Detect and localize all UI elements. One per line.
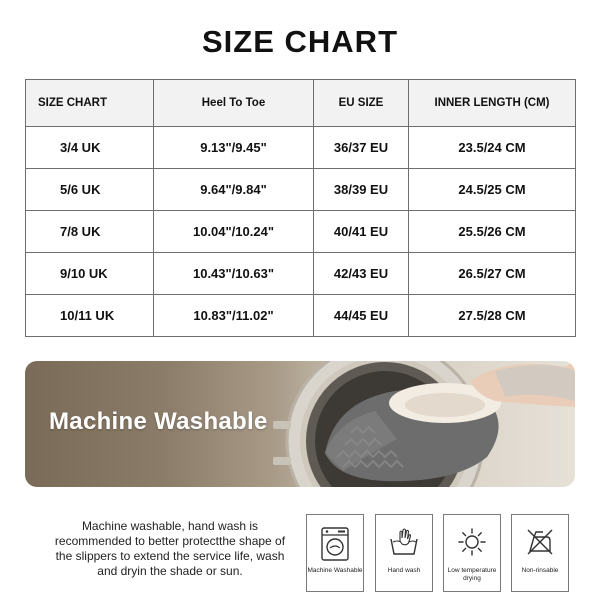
non-ironable-icon [525,527,555,557]
heel-to-toe-cell: 9.13"/9.45" [154,127,314,169]
inner-length-cell: 27.5/28 CM [409,295,576,337]
uk-size-cell: 7/8 UK [26,211,154,253]
inner-length-cell: 24.5/25 CM [409,169,576,211]
heel-to-toe-cell: 10.43"/10.63" [154,253,314,295]
eu-size-cell: 38/39 EU [314,169,409,211]
heel-to-toe-cell: 10.83"/11.02" [154,295,314,337]
table-row [26,127,576,169]
uk-size-cell: 5/6 UK [26,169,154,211]
uk-size-cell: 9/10 UK [26,253,154,295]
hand-wash-icon [389,527,419,557]
table-row [26,295,576,337]
table-row [26,253,576,295]
page-title: SIZE CHART [202,24,398,59]
header-eu-size: EU SIZE [314,80,409,127]
care-description: Machine washable, hand wash is recommended to better protectthe shape of the slippers to extend the service life, wash and dryin the shade or sun. [54,519,286,578]
table-row [26,211,576,253]
header-heel-to-toe: Heel To Toe [154,80,314,127]
header-size-chart: SIZE CHART [26,80,154,127]
heel-to-toe-cell: 9.64"/9.84" [154,169,314,211]
machine-washable-banner [25,361,575,487]
inner-length-cell: 26.5/27 CM [409,253,576,295]
care-item-hand-wash [375,514,433,592]
eu-size-cell: 40/41 EU [314,211,409,253]
uk-size-cell: 3/4 UK [26,127,154,169]
banner-title: Machine Washable [49,408,268,435]
heel-to-toe-cell: 10.04"/10.24" [154,211,314,253]
table-row [26,169,576,211]
table-header-row [26,80,576,127]
care-item-machine-washable [306,514,364,592]
low-temperature-drying-icon [457,527,487,557]
care-item-low-temperature-drying [443,514,501,592]
eu-size-cell: 44/45 EU [314,295,409,337]
eu-size-cell: 36/37 EU [314,127,409,169]
uk-size-cell: 10/11 UK [26,295,154,337]
size-table [25,79,576,337]
care-label: Hand wash [387,567,421,574]
inner-length-cell: 23.5/24 CM [409,127,576,169]
care-label: Non-rinsable [521,567,559,574]
care-label: Low temperature drying [447,567,497,582]
header-inner-length: INNER LENGTH (CM) [409,80,576,127]
washing-machine-icon [320,527,350,561]
care-item-non-rinsable [511,514,569,592]
inner-length-cell: 25.5/26 CM [409,211,576,253]
care-label: Machine Washable [307,567,363,574]
eu-size-cell: 42/43 EU [314,253,409,295]
